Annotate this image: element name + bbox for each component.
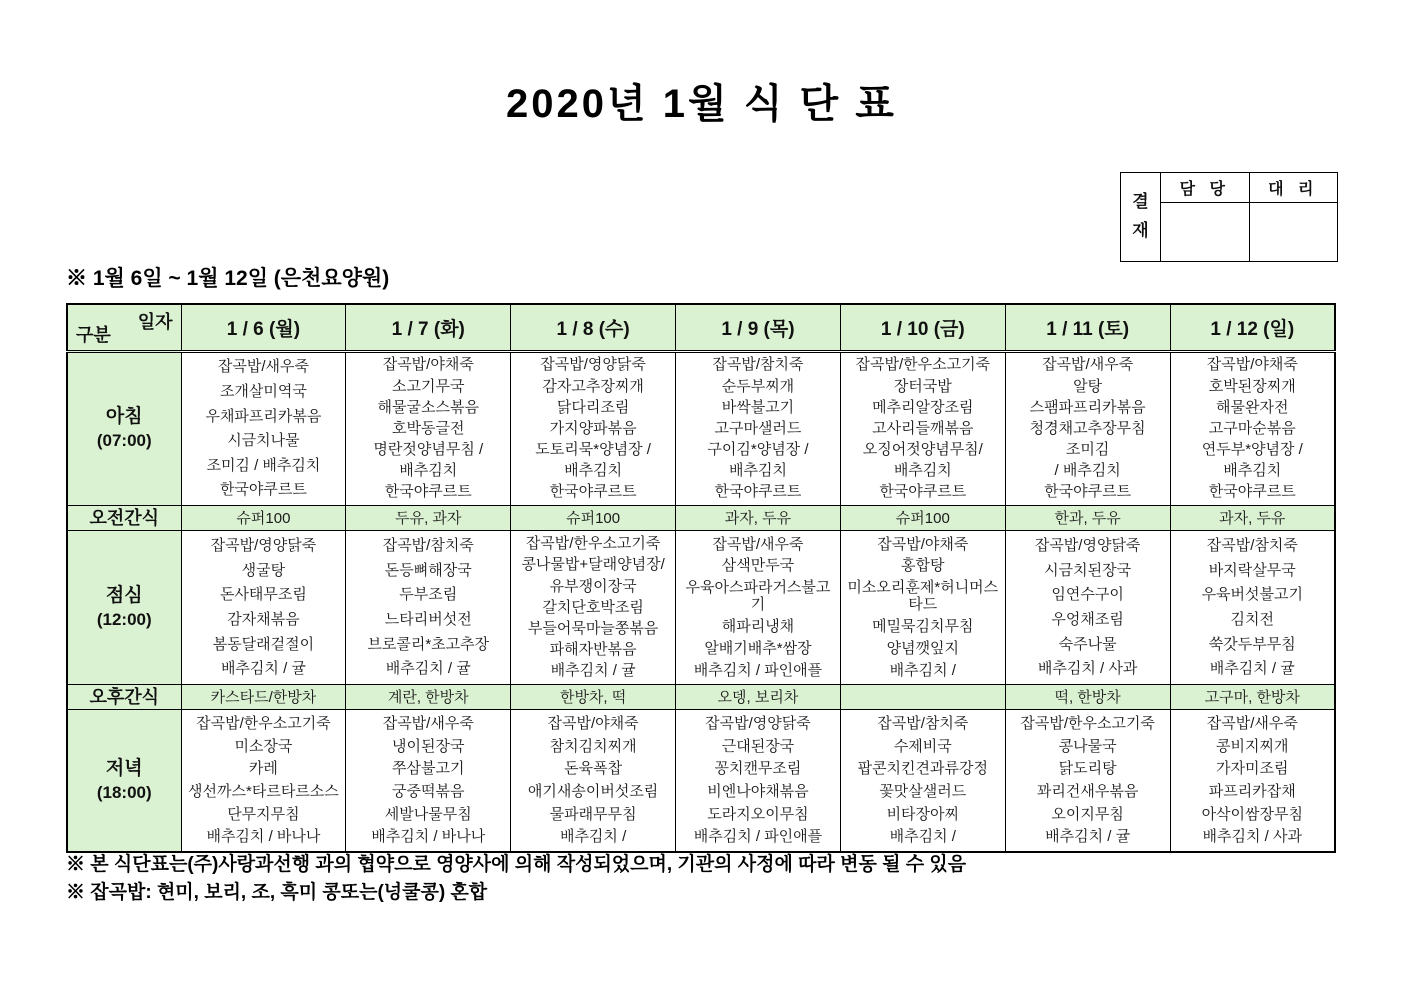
snack-cell: 슈퍼100 <box>181 505 346 530</box>
approval-box <box>1120 172 1338 262</box>
menu-item: 꽈리건새우볶음 <box>1036 783 1139 801</box>
menu-item: 참치김치찌개 <box>549 737 637 755</box>
row-label-text: 저녁 <box>105 758 143 780</box>
menu-item: 한국야쿠르트 <box>879 483 967 501</box>
menu-item: 비엔나야채볶음 <box>707 783 809 801</box>
menu-cell <box>1005 530 1170 684</box>
menu-item: 부들어묵마늘쫑볶음 <box>527 619 659 637</box>
menu-item: 오이지무침 <box>1051 805 1124 823</box>
menu-cell <box>346 351 511 505</box>
menu-item: 잡곡밥/참치죽 <box>877 715 969 733</box>
row-label-time: (12:00) <box>96 609 152 629</box>
corner-cell <box>67 304 181 351</box>
menu-item: 배추김치 <box>728 462 787 480</box>
menu-item: 바싹불고기 <box>721 398 795 416</box>
approval-col-deputy: 대 리 <box>1249 173 1338 203</box>
menu-item: 비타장아찌 <box>886 805 960 823</box>
row-label-text: 점심 <box>105 585 143 606</box>
menu-item: 호박동글전 <box>392 419 465 437</box>
menu-cell-lines <box>844 533 1002 681</box>
snack-cell: 한과, 두유 <box>1005 505 1170 530</box>
menu-item: 꽃맛살샐러드 <box>879 783 967 801</box>
approval-label <box>1121 173 1161 262</box>
menu-item: 배추김치 / <box>889 828 956 846</box>
menu-item: 한국야쿠르트 <box>219 481 307 499</box>
menu-item: 팝콘치킨견과류강정 <box>857 760 988 778</box>
menu-item: 바지락살무국 <box>1208 561 1296 579</box>
menu-item: 두부조림 <box>399 586 458 604</box>
day-header-1: 1 / 7 (화) <box>346 304 511 351</box>
menu-cell-lines <box>514 712 672 848</box>
menu-item: 도라지오이무침 <box>707 805 809 823</box>
menu-item: 파프리카잡채 <box>1208 783 1296 801</box>
menu-item: 꽁치캔무조림 <box>714 760 802 778</box>
menu-cell-lines <box>679 533 837 681</box>
menu-item: 콩비지찌개 <box>1216 737 1289 755</box>
menu-item: 연두부*양념장 / <box>1201 441 1303 458</box>
menu-item: 배추김치 / 파인애플 <box>693 661 823 679</box>
menu-cell <box>1170 710 1335 852</box>
menu-cell <box>676 710 841 852</box>
menu-cell-lines <box>1009 355 1167 503</box>
menu-item: 배추김치 / <box>559 828 627 846</box>
header-row <box>67 304 1335 351</box>
menu-item: 잡곡밥/참치죽 <box>382 537 474 554</box>
menu-cell <box>1005 710 1170 852</box>
menu-cell-lines <box>349 533 507 681</box>
menu-item: 배추김치 <box>564 462 623 480</box>
table-row <box>67 684 1335 709</box>
menu-item: 소고기무국 <box>392 377 465 395</box>
menu-item: / 배추김치 <box>1054 462 1121 480</box>
menu-item: 잡곡밥/야채죽 <box>1206 356 1298 374</box>
page-title: 2020년 1월 식 단 표 <box>506 82 897 126</box>
menu-item: 잡곡밥/한우소고기죽 <box>1020 715 1155 733</box>
menu-item: 배추김치 / <box>889 661 956 679</box>
menu-item: 유부쟁이장국 <box>549 577 637 595</box>
menu-item: 한국야쿠르트 <box>714 483 802 501</box>
menu-item: 궁중떡볶음 <box>392 783 465 801</box>
menu-item: 잡곡밥/야채죽 <box>547 715 639 733</box>
menu-item: 가지양파볶음 <box>549 419 637 437</box>
menu-item: 순두부찌개 <box>721 377 795 395</box>
menu-item: 해물굴소스볶음 <box>377 398 479 416</box>
menu-item: 고사리들깨볶음 <box>872 419 974 437</box>
snack-cell <box>840 684 1005 709</box>
menu-item: 조미김 / 배추김치 <box>206 456 321 474</box>
menu-item: 스팸파프리카볶음 <box>1029 398 1146 416</box>
menu-item: 냉이된장국 <box>392 737 465 755</box>
menu-item: 잡곡밥/새우죽 <box>217 358 309 376</box>
menu-item: 쑥갓두부무침 <box>1208 635 1296 653</box>
menu-cell <box>346 710 511 852</box>
menu-item: 생굴탕 <box>241 561 286 579</box>
menu-item: 삼색만두국 <box>721 557 795 575</box>
snack-cell: 카스타드/한방차 <box>181 684 346 709</box>
day-header-2: 1 / 8 (수) <box>511 304 676 351</box>
menu-item: 배추김치 / 사과 <box>1037 660 1138 678</box>
menu-item: 한국야쿠르트 <box>1208 483 1296 501</box>
menu-item: 조개살미역국 <box>219 382 307 400</box>
snack-cell: 고구마, 한방차 <box>1170 684 1335 709</box>
menu-item: 돈등뼈해장국 <box>384 561 472 579</box>
menu-item: 잡곡밥/영양닭죽 <box>1034 537 1141 554</box>
menu-cell <box>346 530 511 684</box>
menu-cell-lines <box>185 712 343 848</box>
menu-item: 오징어젓양념무침/ <box>862 441 983 458</box>
menu-item: 돈사태무조림 <box>219 586 307 604</box>
menu-item: 생선까스*타르타르소스 <box>188 783 339 801</box>
footnote-line: ※ 본 식단표는(주)사랑과선행 과의 협약으로 영양사에 의해 작성되었으며, 기관의 사정에 따라 변동 될 수 있음 <box>66 854 967 875</box>
menu-item: 메밀묵김치무침 <box>872 618 974 636</box>
menu-item: 알배기배추*쌈장 <box>704 639 812 657</box>
menu-item: 콩나물국 <box>1058 737 1117 755</box>
day-header-5: 1 / 11 (토) <box>1005 304 1170 351</box>
menu-item: 김치전 <box>1230 610 1275 628</box>
menu-item: 잡곡밥/새우죽 <box>712 535 804 553</box>
menu-item: 잡곡밥/영양닭죽 <box>705 715 811 733</box>
menu-item: 배추김치 / 바나나 <box>206 828 321 846</box>
row-label <box>67 351 181 505</box>
menu-table-body <box>67 351 1335 852</box>
menu-cell-lines <box>349 355 507 503</box>
menu-item: 고구마순볶음 <box>1208 419 1296 437</box>
menu-item: 메추리알장조림 <box>872 398 974 416</box>
snack-cell: 슈퍼100 <box>511 505 676 530</box>
menu-cell-lines <box>349 712 507 848</box>
menu-cell-lines <box>679 712 837 848</box>
menu-cell <box>181 351 346 505</box>
menu-cell <box>840 710 1005 852</box>
snack-cell: 계란, 한방차 <box>346 684 511 709</box>
menu-item: 닭도리탕 <box>1058 760 1117 778</box>
menu-item: 잡곡밥/야채죽 <box>382 356 474 374</box>
menu-item: 알탕 <box>1073 377 1103 395</box>
menu-item: 우채파프리카볶음 <box>205 407 322 425</box>
menu-cell-lines <box>1174 355 1331 503</box>
corner-label-date: 일자 <box>137 312 173 332</box>
menu-item: 숙주나물 <box>1058 635 1117 653</box>
menu-cell-lines <box>185 533 343 681</box>
menu-item: 배추김치 / 귤 <box>220 660 306 678</box>
table-row <box>67 710 1335 852</box>
menu-item: 잡곡밥/참치죽 <box>1206 537 1298 554</box>
menu-item: 배추김치 / 귤 <box>1209 660 1295 678</box>
menu-cell-lines <box>1009 712 1167 848</box>
menu-item: 물파래무무침 <box>549 805 637 823</box>
day-header-6: 1 / 12 (일) <box>1170 304 1335 351</box>
menu-item: 한국야쿠르트 <box>384 483 472 501</box>
menu-item: 브로콜리*초고추장 <box>367 635 490 653</box>
menu-item: 해파리냉채 <box>721 618 795 636</box>
menu-item: 배추김치 / 귤 <box>385 660 471 678</box>
menu-item: 가자미조림 <box>1216 760 1289 778</box>
snack-cell: 과자, 두유 <box>1170 505 1335 530</box>
row-label-time: (18:00) <box>96 782 152 802</box>
snack-cell: 오뎅, 보리차 <box>676 684 841 709</box>
menu-cell <box>511 351 676 505</box>
menu-cell-lines <box>679 355 837 503</box>
row-label <box>67 710 181 852</box>
menu-cell <box>1170 530 1335 684</box>
menu-item: 수제비국 <box>893 737 952 755</box>
menu-item: 홍합탕 <box>901 557 945 575</box>
menu-item: 우엉채조림 <box>1051 610 1124 628</box>
menu-item: 느타리버섯전 <box>384 610 472 628</box>
menu-item: 잡곡밥/새우죽 <box>1042 356 1134 374</box>
menu-item: 잡곡밥/영양닭죽 <box>540 356 646 374</box>
day-header-4: 1 / 10 (금) <box>840 304 1005 351</box>
menu-cell <box>840 530 1005 684</box>
row-label-text: 오후간식 <box>89 686 160 707</box>
menu-table-header <box>67 304 1335 351</box>
menu-item: 감자고추장찌개 <box>542 377 644 395</box>
menu-item: 잡곡밥/한우소고기죽 <box>855 356 991 374</box>
menu-item: 구이김*양념장 / <box>707 441 809 458</box>
menu-item: 세발나물무침 <box>384 805 472 823</box>
menu-item: 한국야쿠르트 <box>1044 483 1132 501</box>
row-label <box>67 530 181 684</box>
row-label-text: 아침 <box>105 406 143 428</box>
menu-item: 잡곡밥/한우소고기죽 <box>196 715 331 733</box>
menu-item: 아삭이쌈장무침 <box>1201 805 1303 823</box>
menu-item: 미소장국 <box>234 737 293 755</box>
menu-item: 양념깻잎지 <box>886 639 960 657</box>
menu-cell-lines <box>844 712 1002 848</box>
snack-cell: 한방차, 떡 <box>511 684 676 709</box>
menu-cell-lines <box>1009 533 1167 681</box>
menu-item: 감자채볶음 <box>227 610 300 628</box>
snack-cell: 두유, 과자 <box>346 505 511 530</box>
menu-item: 잡곡밥/참치죽 <box>712 356 804 374</box>
row-label-time: (07:00) <box>96 430 152 450</box>
day-header-0: 1 / 6 (월) <box>181 304 346 351</box>
menu-item: 배추김치 / 바나나 <box>371 828 486 846</box>
menu-cell-lines <box>185 355 343 503</box>
menu-item: 잡곡밥/새우죽 <box>382 715 474 733</box>
menu-cell-lines <box>1174 712 1331 848</box>
table-row <box>67 351 1335 505</box>
menu-cell <box>511 710 676 852</box>
approval-sign-cell-manager <box>1161 203 1250 262</box>
menu-item: 돈육폭찹 <box>564 760 623 778</box>
menu-item: 배추김치 / 귤 <box>1045 828 1131 846</box>
table-row <box>67 505 1335 530</box>
row-label <box>67 684 181 709</box>
menu-table <box>66 303 1336 853</box>
menu-cell <box>840 351 1005 505</box>
menu-cell <box>676 530 841 684</box>
menu-item: 닭다리조림 <box>556 398 630 416</box>
menu-cell-lines <box>844 355 1002 503</box>
menu-item: 배추김치 / 사과 <box>1202 828 1302 846</box>
menu-cell-lines <box>514 533 672 681</box>
menu-item: 고구마샐러드 <box>714 419 802 437</box>
menu-item: 잡곡밥/새우죽 <box>1206 715 1298 733</box>
menu-item: 명란젓양념무침 / <box>373 441 484 458</box>
menu-item: 장터국밥 <box>893 377 952 395</box>
menu-item: 잡곡밥/한우소고기죽 <box>525 535 661 553</box>
snack-cell: 과자, 두유 <box>676 505 841 530</box>
week-range-subtitle: ※ 1월 6일 ~ 1월 12일 (은천요양원) <box>66 267 390 290</box>
menu-cell-lines <box>1174 533 1331 681</box>
approval-label-text: 결재 <box>1132 192 1149 240</box>
row-label-text: 오전간식 <box>89 507 160 528</box>
footnotes <box>66 851 966 906</box>
footnote-line: ※ 잡곡밥: 현미, 보리, 조, 흑미 콩또는(넝쿨콩) 혼합 <box>66 881 488 903</box>
menu-cell <box>1005 351 1170 505</box>
menu-cell <box>676 351 841 505</box>
day-header-3: 1 / 9 (목) <box>676 304 841 351</box>
menu-item: 청경채고추장무침 <box>1029 419 1146 437</box>
snack-cell: 떡, 한방차 <box>1005 684 1170 709</box>
menu-item: 잡곡밥/영양닭죽 <box>210 537 317 554</box>
menu-item: 조미김 <box>1065 441 1110 458</box>
menu-item: 배추김치 <box>893 462 952 480</box>
menu-item: 우육아스파라거스불고기 <box>685 579 831 614</box>
menu-item: 해물완자전 <box>1216 398 1289 416</box>
table-row <box>67 530 1335 684</box>
menu-item: 시금치된장국 <box>1044 561 1132 579</box>
menu-cell <box>181 710 346 852</box>
menu-cell <box>181 530 346 684</box>
menu-item: 배추김치 <box>1223 462 1282 480</box>
menu-item: 카레 <box>248 760 278 778</box>
menu-item: 배추김치 / 파인애플 <box>693 828 823 846</box>
corner-label-category: 구분 <box>76 324 111 345</box>
approval-sign-cell-deputy <box>1249 203 1338 262</box>
menu-item: 임연수구이 <box>1051 586 1124 604</box>
menu-item: 단무지무침 <box>227 805 300 823</box>
menu-item: 애기새송이버섯조림 <box>527 783 659 801</box>
menu-item: 쭈삼불고기 <box>392 760 465 778</box>
menu-item: 도토리묵*양념장 / <box>535 441 651 458</box>
approval-col-manager: 담 당 <box>1161 173 1250 203</box>
menu-item: 배추김치 / 귤 <box>550 662 636 680</box>
menu-item: 미소오리훈제*허니머스타드 <box>847 579 999 614</box>
menu-item: 갈치단호박조림 <box>542 598 644 616</box>
menu-item: 근대된장국 <box>721 737 795 755</box>
menu-cell-lines <box>514 355 672 503</box>
menu-item: 콩나물밥+달래양념장/ <box>521 556 665 574</box>
menu-item: 호박된장찌개 <box>1208 377 1296 395</box>
menu-item: 봄동달래겉절이 <box>212 635 315 653</box>
menu-cell <box>1170 351 1335 505</box>
menu-cell <box>511 530 676 684</box>
menu-item: 파해자반볶음 <box>549 640 637 658</box>
menu-item: 시금치나물 <box>227 432 300 450</box>
menu-item: 배추김치 <box>399 462 458 480</box>
menu-item: 우육버섯불고기 <box>1201 586 1303 604</box>
snack-cell: 슈퍼100 <box>840 505 1005 530</box>
row-label <box>67 505 181 530</box>
menu-item: 잡곡밥/야채죽 <box>877 535 969 553</box>
menu-item: 한국야쿠르트 <box>549 483 637 501</box>
